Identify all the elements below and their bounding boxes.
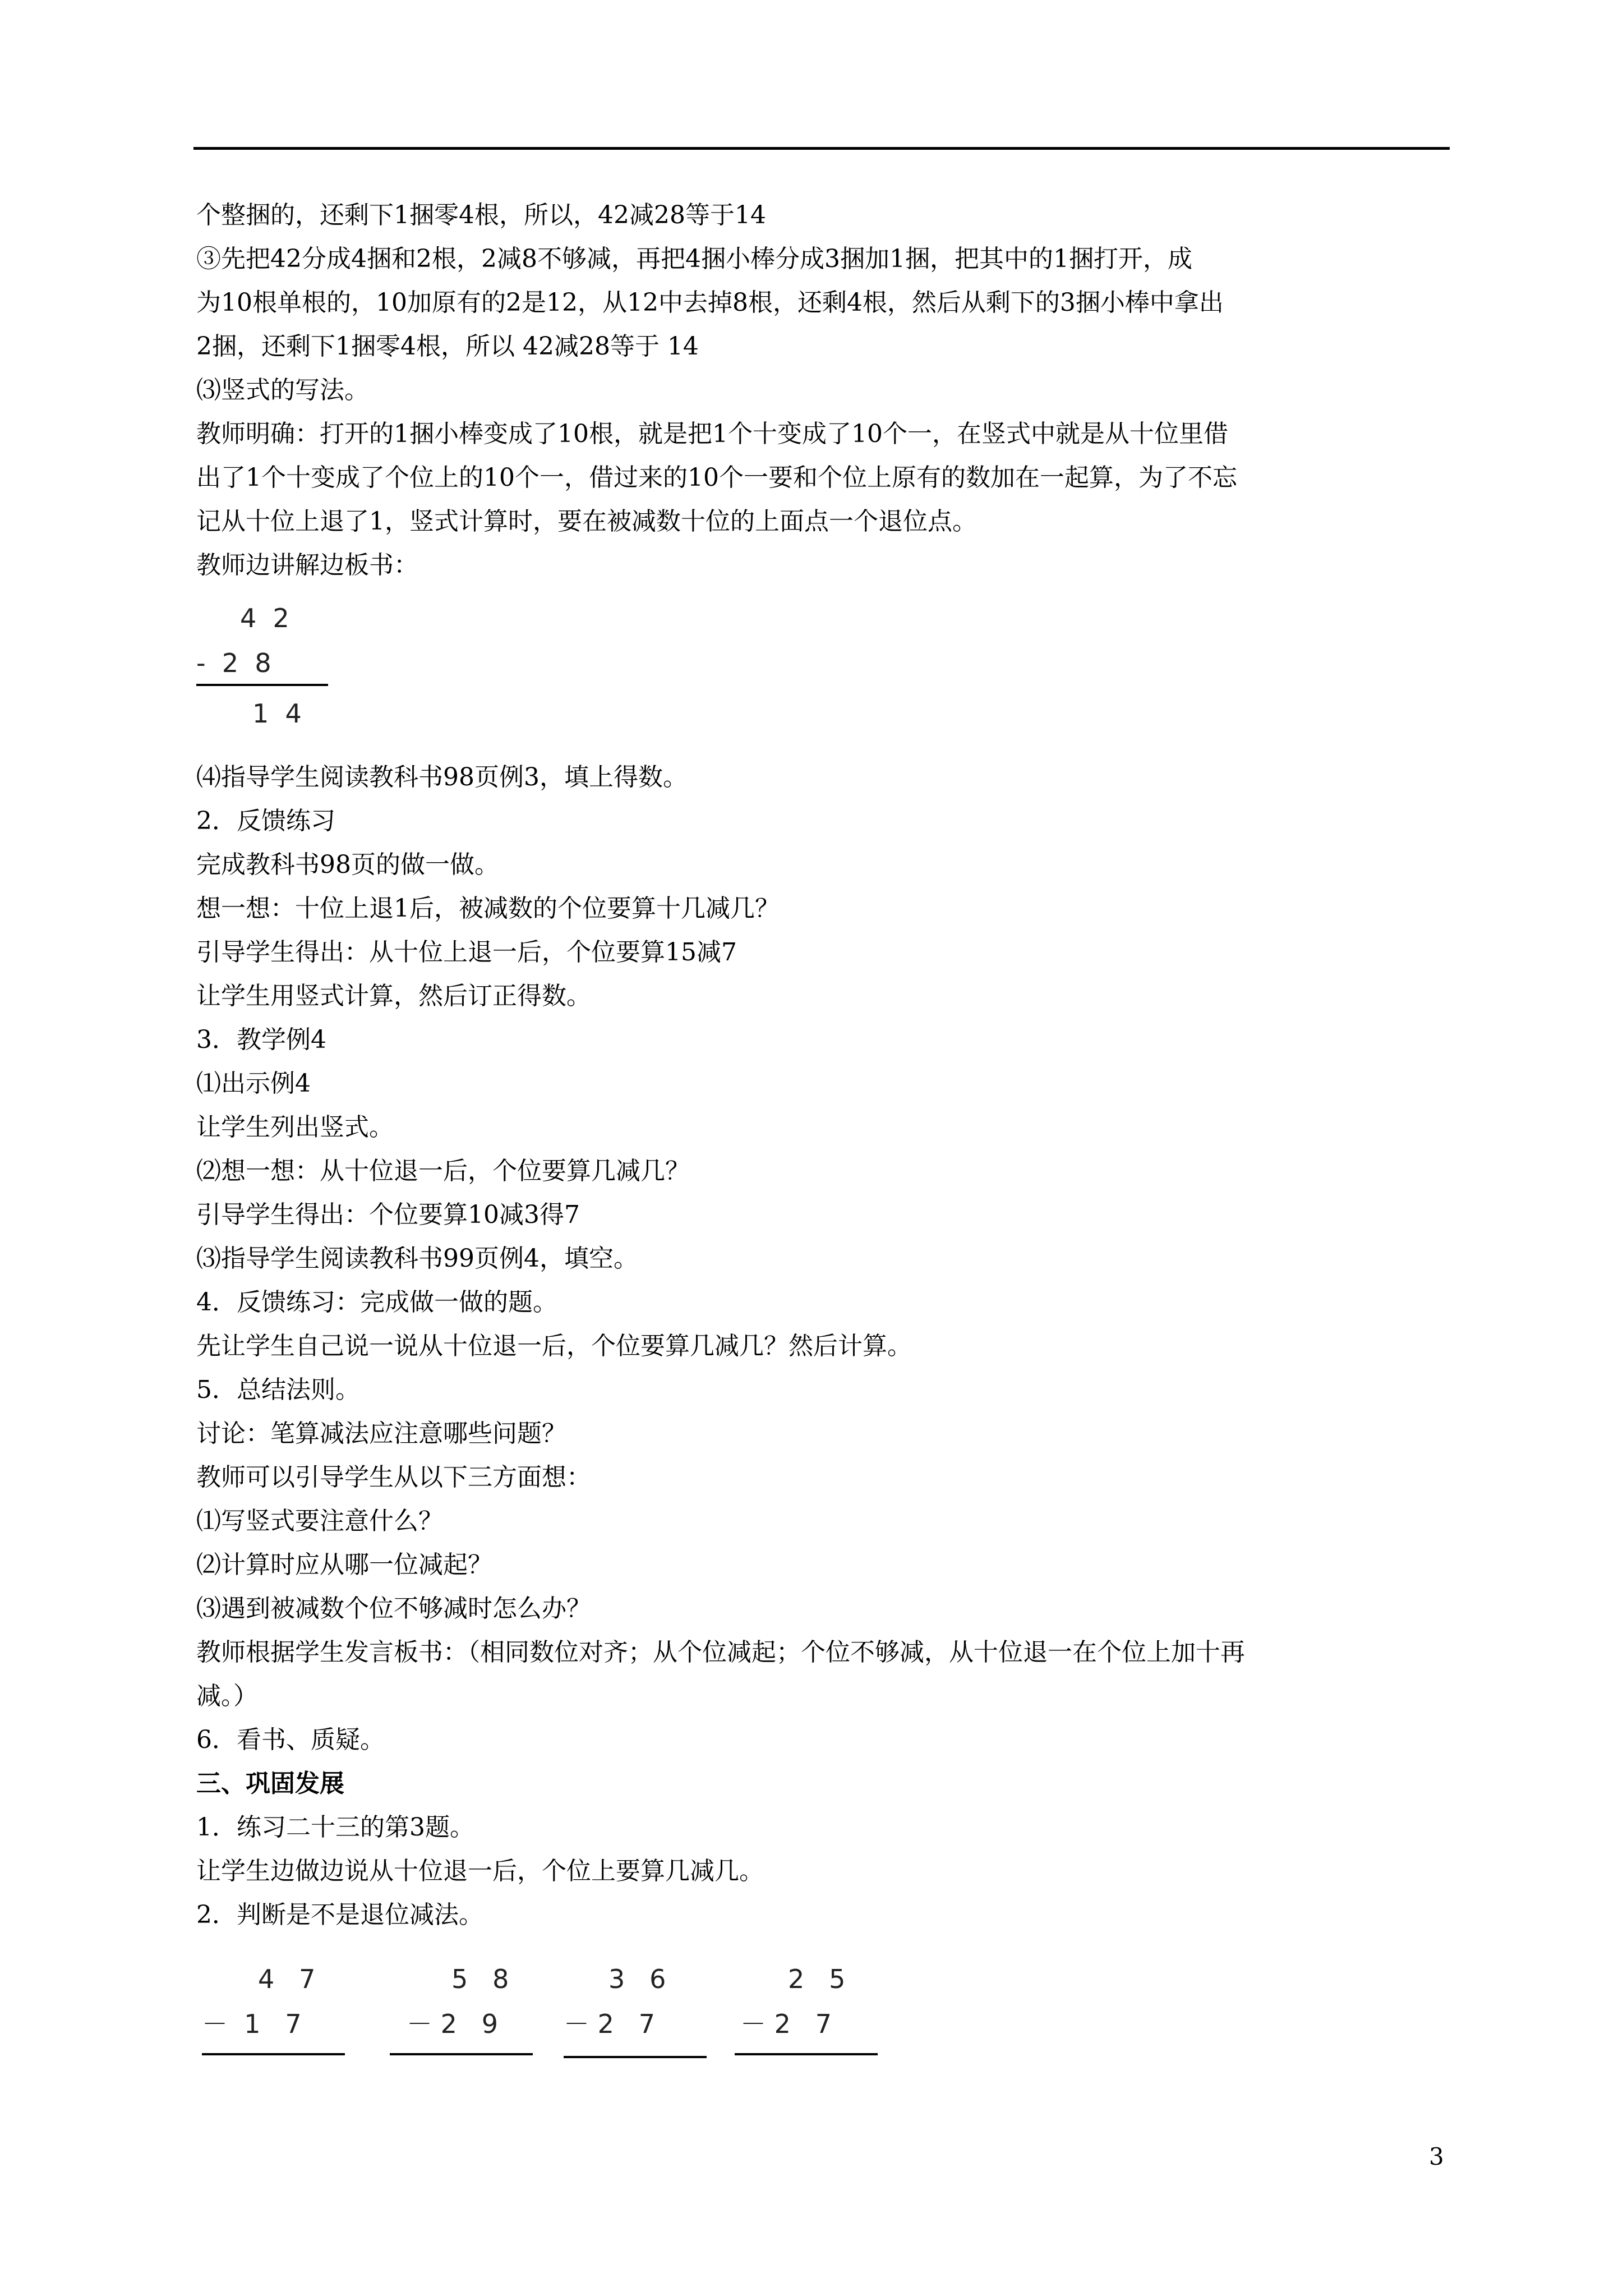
text-line: 个整捆的，还剩下1捆零4根，所以，42减28等于14: [196, 201, 766, 229]
text-line: ⑴出示例4: [196, 1069, 311, 1098]
exercise-subtraction: [735, 1959, 880, 2072]
calc-rule: [202, 2053, 345, 2055]
text-line: ⑶遇到被减数个位不够减时怎么办？: [196, 1594, 591, 1623]
section-heading: 三、巩固发展: [196, 1769, 344, 1798]
vertical-subtraction-example: [196, 593, 1453, 744]
text-line: 完成教科书98页的做一做。: [196, 850, 499, 879]
text-line: 让学生用竖式计算，然后订正得数。: [196, 982, 591, 1010]
text-line: 引导学生得出：个位要算10减3得7: [196, 1200, 580, 1229]
exercise-subtraction: [390, 1959, 536, 2072]
header-rule: [193, 147, 1450, 150]
calc-rule: [735, 2053, 878, 2055]
text-line: 想一想：十位上退1后，被减数的个位要算十几减几？: [196, 894, 780, 923]
text-line: 记从十位上退了1，竖式计算时，要在被减数十位的上面点一个退位点。: [196, 507, 977, 536]
minuend: 5 8: [451, 1964, 509, 1994]
document-body: [196, 194, 1453, 2088]
text-line: ⑶指导学生阅读教科书99页例4，填空。: [196, 1244, 638, 1273]
text-line: 4．反馈练习：完成做一做的题。: [196, 1288, 557, 1317]
text-line: ⑶竖式的写法。: [196, 376, 369, 404]
text-line: 2捆，还剩下1捆零4根，所以 42减28等于 14: [196, 332, 699, 361]
text-line: 教师可以引导学生从以下三方面想：: [196, 1463, 591, 1492]
text-line: ⑵想一想：从十位退一后，个位要算几减几？: [196, 1157, 690, 1185]
text-line: ⑵计算时应从哪一位减起？: [196, 1550, 492, 1579]
text-line: 让学生列出竖式。: [196, 1113, 394, 1142]
difference: 1 4: [252, 698, 302, 729]
text-block-bottom: [196, 1806, 1453, 1937]
subtrahend: － 2 7: [740, 2009, 832, 2039]
minuend: 3 6: [608, 1964, 666, 1994]
text-line: 先让学生自己说一说从十位退一后，个位要算几减几？然后计算。: [196, 1332, 912, 1360]
calc-rule: [390, 2053, 533, 2055]
subtrahend: － 1 7: [202, 2009, 302, 2039]
text-line: ③先把42分成4捆和2根，2减8不够减，再把4捆小棒分成3捆加1捆，把其中的1捆打开，成: [196, 245, 1192, 273]
page-number: 3: [1429, 2143, 1444, 2170]
text-line: 1．练习二十三的第3题。: [196, 1813, 474, 1842]
exercise-subtraction: [564, 1959, 709, 2072]
exercise-row: [196, 1959, 1453, 2088]
exercise-subtraction: [202, 1959, 348, 2072]
text-line: 引导学生得出：从十位上退一后，个位要算15减7: [196, 938, 737, 967]
subtrahend: － 2 7: [564, 2009, 656, 2039]
text-line: 教师明确：打开的1捆小棒变成了10根，就是把1个十变成了10个一，在竖式中就是从十位里借: [196, 420, 1228, 448]
text-line: 出了1个十变成了个位上的10个一，借过来的10个一要和个位上原有的数加在一起算，为了不忘: [196, 463, 1237, 492]
text-line: ⑷指导学生阅读教科书98页例3，填上得数。: [196, 763, 688, 792]
text-line: 6．看书、质疑。: [196, 1726, 385, 1754]
text-block-middle: [196, 756, 1453, 1762]
minuend: 4 2: [240, 603, 289, 633]
calc-rule: [196, 684, 328, 686]
text-line: 2．反馈练习: [196, 807, 335, 835]
text-line: 让学生边做边说从十位退一后，个位上要算几减几。: [196, 1857, 764, 1885]
text-line: 减。）: [196, 1682, 258, 1710]
text-line: 2．判断是不是退位减法。: [196, 1901, 483, 1929]
text-line: 教师根据学生发言板书：（相同数位对齐；从个位减起；个位不够减，从十位退一在个位上加十再: [196, 1638, 1245, 1667]
text-line: 3．教学例4: [196, 1025, 326, 1054]
text-line: ⑴写竖式要注意什么？: [196, 1507, 443, 1535]
text-block-top: [196, 194, 1453, 587]
minuend: 4 7: [258, 1964, 316, 1994]
text-line: 5．总结法则。: [196, 1375, 360, 1404]
text-line: 教师边讲解边板书：: [196, 551, 418, 579]
text-line: 讨论：笔算减法应注意哪些问题？: [196, 1419, 566, 1448]
subtrahend: - 2 8: [196, 648, 271, 678]
subtrahend: － 2 9: [407, 2009, 499, 2039]
text-line: 为10根单根的，10加原有的2是12，从12中去掉8根，还剩4根，然后从剩下的3捆小棒中拿出: [196, 288, 1224, 317]
calc-rule: [564, 2056, 707, 2058]
minuend: 2 5: [788, 1964, 846, 1994]
